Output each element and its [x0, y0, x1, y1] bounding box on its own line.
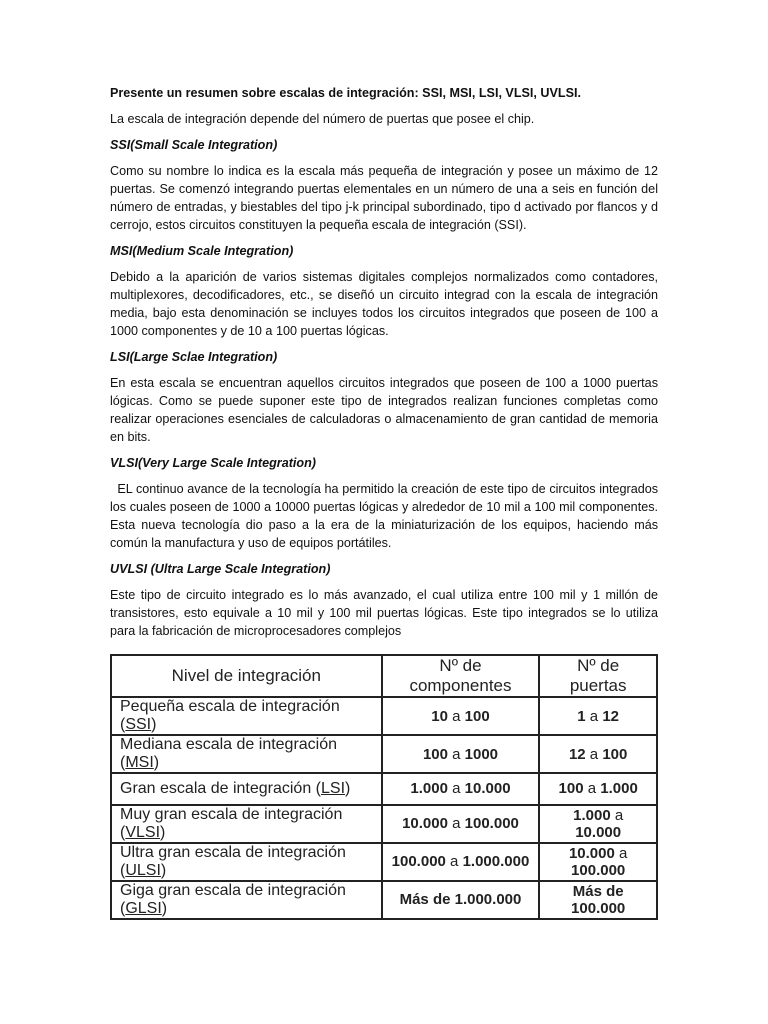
- components-sep: a: [447, 815, 465, 832]
- table-row: [111, 805, 657, 843]
- level-prefix: Pequeña escala de integración (: [120, 698, 340, 733]
- components-to: 100.000: [464, 815, 519, 832]
- section-heading-lsi: LSI(Large Sclae Integration): [110, 350, 278, 364]
- components-from: 100.000: [391, 853, 446, 870]
- gates-sep: a: [585, 745, 603, 763]
- gates-from: 1: [577, 707, 586, 725]
- gates-to: 100: [602, 745, 628, 763]
- level-abbr: ULSI: [125, 861, 161, 879]
- integration-levels-table: [110, 654, 658, 920]
- components-to: 1.000.000: [462, 853, 530, 870]
- gates-to: 10.000: [575, 823, 622, 841]
- level-cell: [111, 697, 382, 735]
- gates-to: 12: [602, 707, 620, 725]
- level-cell: [111, 843, 382, 881]
- components-from: 10.000: [402, 815, 448, 832]
- components-cell: [382, 881, 540, 919]
- level-prefix: Mediana escala de integración (: [120, 736, 338, 771]
- header-nivel: Nivel de integración: [111, 655, 382, 697]
- gates-to: 100.000: [571, 861, 626, 879]
- level-prefix: Ultra gran escala de integración (: [120, 843, 346, 879]
- level-suffix: ): [160, 861, 167, 879]
- components-sep: a: [447, 780, 465, 798]
- components-from: 1.000: [410, 780, 448, 798]
- level-abbr: VLSI: [125, 823, 161, 841]
- components-cell: [382, 697, 540, 735]
- table-row: [111, 697, 657, 735]
- components-cell: [382, 805, 540, 843]
- gates-cell: [539, 697, 657, 735]
- section-body-vlsi: EL continuo avance de la tecnología ha permitido la creación de este tipo de circuitos integrados los cuales poseen de 1000 a 10000 puertas lógicas y alrededor de 10 mil a 100 mil componentes. Esta nueva tecnología dio paso a la era de la miniaturización de los equipos, haciendo más común la manufactura y uso de equipos portátiles.: [110, 482, 662, 550]
- components-sep: a: [445, 853, 463, 870]
- level-suffix: ): [345, 779, 351, 797]
- document-body: [110, 84, 662, 648]
- components-cell: [382, 843, 540, 881]
- document-title: Presente un resumen sobre escalas de integración: SSI, MSI, LSI, VLSI, UVLSI.: [110, 86, 582, 100]
- components-sep: a: [447, 707, 465, 725]
- level-abbr: MSI: [125, 754, 154, 771]
- section-body-ssi: Como su nombre lo indica es la escala más pequeña de integración y posee un máximo de 12 puertas. Se comenzó integrando puertas elementales en un número de una a seis en función del número de entradas, y biestables del tipo j-k principal subordinado, tipo d activado por flancos y d cerrojo, estos circuitos constituyen la pequeña escala de integración (SSI).: [110, 164, 658, 232]
- level-suffix: ): [151, 716, 157, 733]
- gates-cell: [539, 881, 657, 919]
- section-heading-msi: MSI(Medium Scale Integration): [110, 244, 294, 258]
- components-cell: [382, 773, 540, 805]
- table-row: [111, 773, 657, 805]
- level-cell: [111, 735, 382, 773]
- gates-cell: [539, 843, 657, 881]
- gates-sep: a: [614, 844, 628, 862]
- gates-cell: [539, 735, 657, 773]
- components-from: 100: [422, 745, 448, 763]
- header-puertas: Nº de puertas: [539, 655, 657, 697]
- components-from: Más de 1.000.000: [399, 891, 522, 908]
- gates-sep: a: [583, 780, 601, 798]
- level-prefix: Gran escala de integración (: [120, 779, 321, 797]
- level-suffix: ): [153, 754, 160, 771]
- section-heading-vlsi: VLSI(Very Large Scale Integration): [110, 456, 316, 470]
- level-suffix: ): [161, 899, 168, 917]
- level-abbr: SSI: [125, 716, 152, 733]
- section-heading-uvlsi: UVLSI (Ultra Large Scale Integration): [110, 562, 331, 576]
- gates-from: 12: [568, 745, 586, 763]
- gates-to: 1.000: [600, 780, 638, 798]
- table-row: [111, 735, 657, 773]
- level-cell: [111, 805, 382, 843]
- intro-paragraph: La escala de integración depende del número de puertas que posee el chip.: [110, 112, 535, 126]
- level-cell: [111, 881, 382, 919]
- level-abbr: GLSI: [125, 899, 162, 917]
- gates-from: 10.000: [568, 844, 615, 862]
- table-row: [111, 881, 657, 919]
- header-componentes: Nº de componentes: [382, 655, 540, 697]
- level-cell: [111, 773, 382, 805]
- section-body-msi: Debido a la aparición de varios sistemas digitales complejos normalizados como contadores, multiplexores, decodificadores, etc., se diseñó un circuito integrad con la escala de integración media, bajo esta denominación se incluyes todos los circuitos integrados que poseen de 100 a 1000 componentes y de 10 a 100 puertas lógicas.: [110, 270, 658, 338]
- gates-from: Más de 100.000: [571, 882, 626, 917]
- level-abbr: LSI: [321, 779, 346, 797]
- gates-from: 100: [558, 780, 584, 798]
- gates-cell: [539, 805, 657, 843]
- components-to: 10.000: [464, 780, 511, 798]
- gates-from: 1.000: [573, 806, 611, 824]
- gates-cell: [539, 773, 657, 805]
- section-heading-ssi: SSI(Small Scale Integration): [110, 138, 278, 152]
- level-prefix: Giga gran escala de integración (: [120, 881, 346, 917]
- components-sep: a: [447, 745, 465, 763]
- components-from: 10: [431, 707, 448, 725]
- table-header-row: [111, 655, 657, 697]
- components-to: 100: [464, 707, 490, 725]
- components-cell: [382, 735, 540, 773]
- section-body-lsi: En esta escala se encuentran aquellos circuitos integrados que poseen de 100 a 1000 puertas lógicas. Como se puede suponer este tipo de integrados realizan funciones completas como realizar operaciones esenciales de calculadoras o almacenamiento de gran cantidad de memoria en bits.: [110, 376, 658, 444]
- components-to: 1000: [464, 745, 499, 763]
- gates-sep: a: [610, 806, 624, 824]
- gates-sep: a: [585, 707, 603, 725]
- table-row: [111, 843, 657, 881]
- integration-table-container: [110, 654, 658, 920]
- section-body-uvlsi: Este tipo de circuito integrado es lo más avanzado, el cual utiliza entre 100 mil y 1 millón de transistores, esto equivale a 10 mil y 100 mil puertas lógicas. Este tipo integrados se lo utiliza para la fabricación de microprocesadores complejos: [110, 588, 658, 638]
- level-prefix: Muy gran escala de integración (: [120, 805, 343, 841]
- level-suffix: ): [160, 823, 166, 841]
